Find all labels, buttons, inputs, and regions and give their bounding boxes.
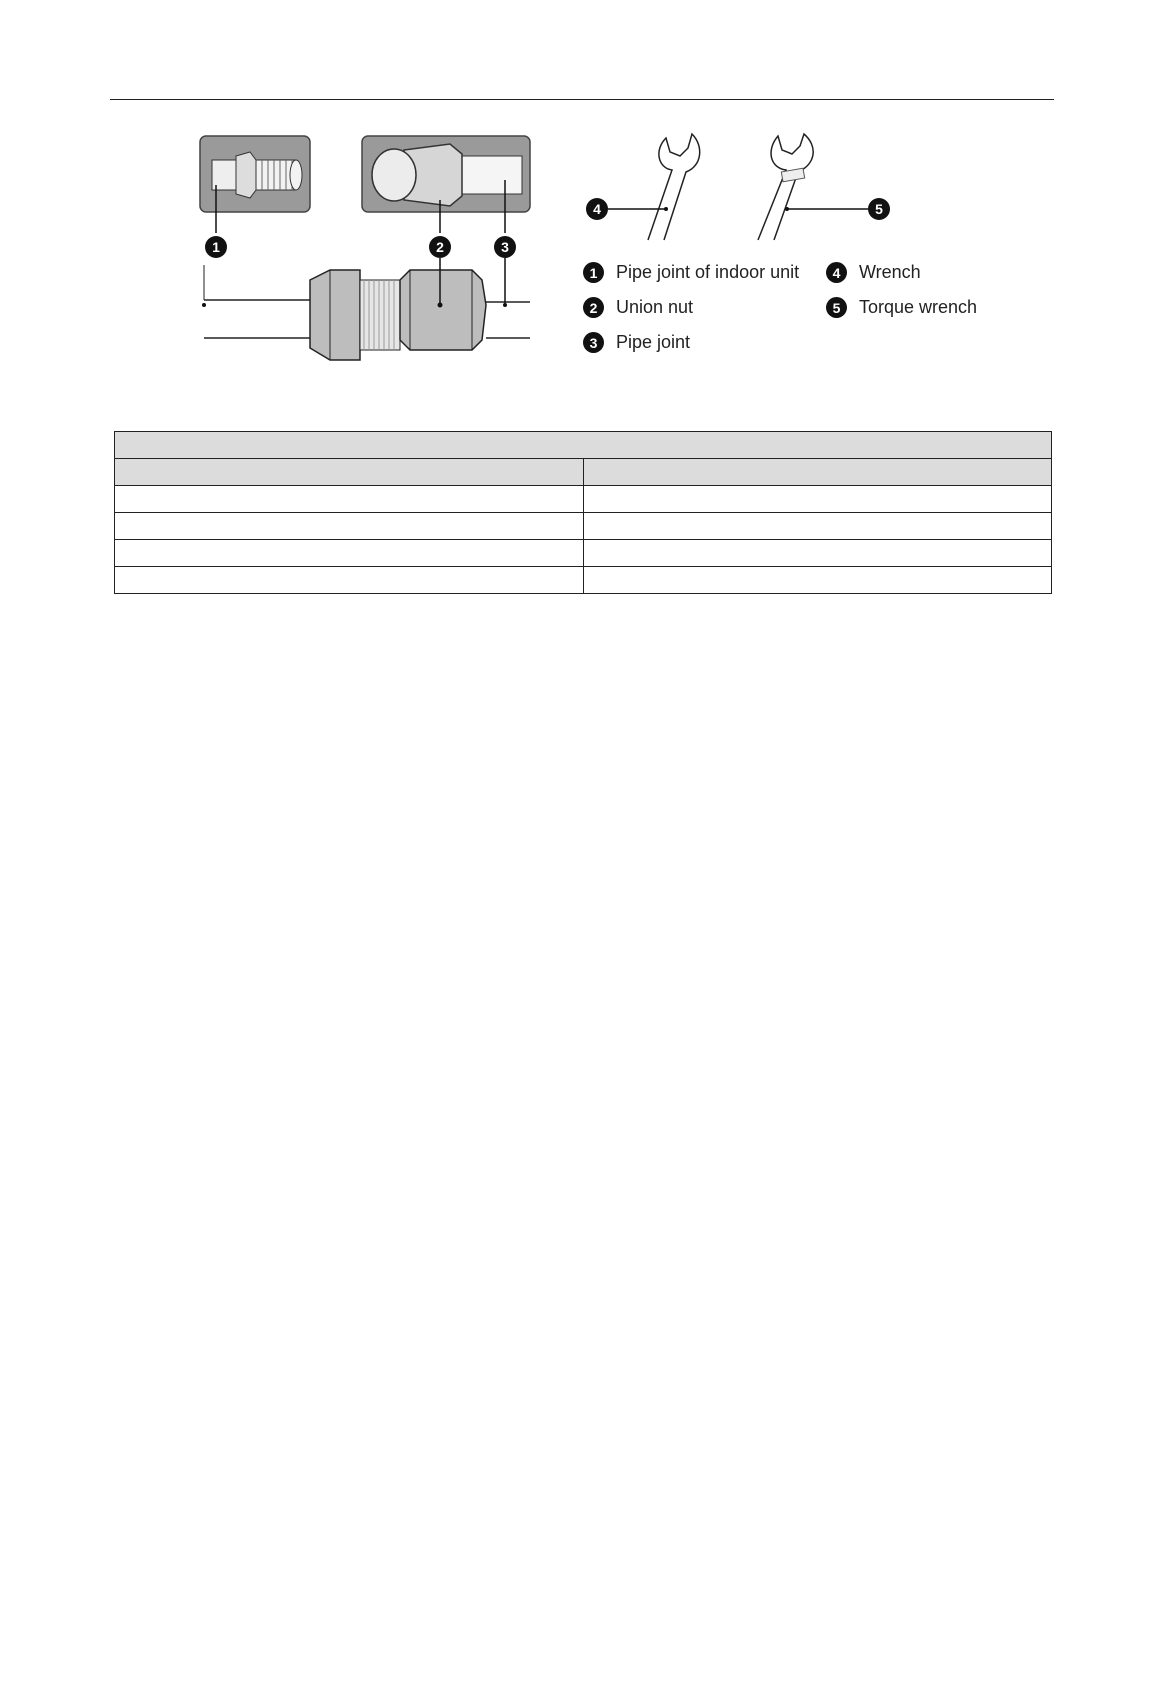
legend-item-pipe-joint-indoor xyxy=(583,262,799,283)
legend-item-pipe-joint xyxy=(583,332,690,353)
legend-number: 2 xyxy=(583,297,604,318)
header-rule xyxy=(110,99,1054,100)
legend-label: Pipe joint xyxy=(616,332,691,352)
table-title xyxy=(115,432,1052,459)
parts-legend xyxy=(583,262,1023,362)
pipe-joint-assembly xyxy=(202,258,530,360)
svg-text:2: 2 xyxy=(436,239,444,255)
table-cell xyxy=(115,540,584,567)
legend-item-torque-wrench xyxy=(826,297,977,318)
table-header-cell xyxy=(583,459,1052,486)
table-cell xyxy=(583,486,1052,513)
table-cell xyxy=(115,486,584,513)
table-row xyxy=(115,540,1052,567)
legend-number: 1 xyxy=(583,262,604,283)
legend-item-union-nut xyxy=(583,297,693,318)
wrench-illustration xyxy=(580,130,900,250)
svg-text:4: 4 xyxy=(593,201,601,217)
legend-label: Torque wrench xyxy=(859,297,978,317)
torque-table xyxy=(114,431,1052,594)
svg-text:1: 1 xyxy=(212,239,220,255)
table-cell xyxy=(583,540,1052,567)
torque-wrench-drawing xyxy=(758,134,813,240)
callout-1 xyxy=(205,236,227,258)
table-row xyxy=(115,567,1052,594)
legend-label: Pipe joint of indoor unit xyxy=(616,262,800,282)
callout-2 xyxy=(429,236,451,258)
table-cell xyxy=(583,567,1052,594)
callout-5 xyxy=(785,198,890,220)
table-row xyxy=(115,513,1052,540)
wrench-drawing xyxy=(648,134,700,240)
table-cell xyxy=(115,513,584,540)
legend-item-wrench xyxy=(826,262,921,283)
legend-number: 3 xyxy=(583,332,604,353)
callout-3 xyxy=(494,236,516,258)
table-row xyxy=(115,486,1052,513)
legend-number: 5 xyxy=(826,297,847,318)
svg-text:5: 5 xyxy=(875,201,883,217)
svg-text:3: 3 xyxy=(501,239,509,255)
table-cell xyxy=(583,513,1052,540)
table-header-cell xyxy=(115,459,584,486)
legend-label: Union nut xyxy=(616,297,694,317)
table-cell xyxy=(115,567,584,594)
legend-number: 4 xyxy=(826,262,847,283)
pipe-joint-illustration xyxy=(190,130,540,370)
legend-label: Wrench xyxy=(859,262,921,282)
